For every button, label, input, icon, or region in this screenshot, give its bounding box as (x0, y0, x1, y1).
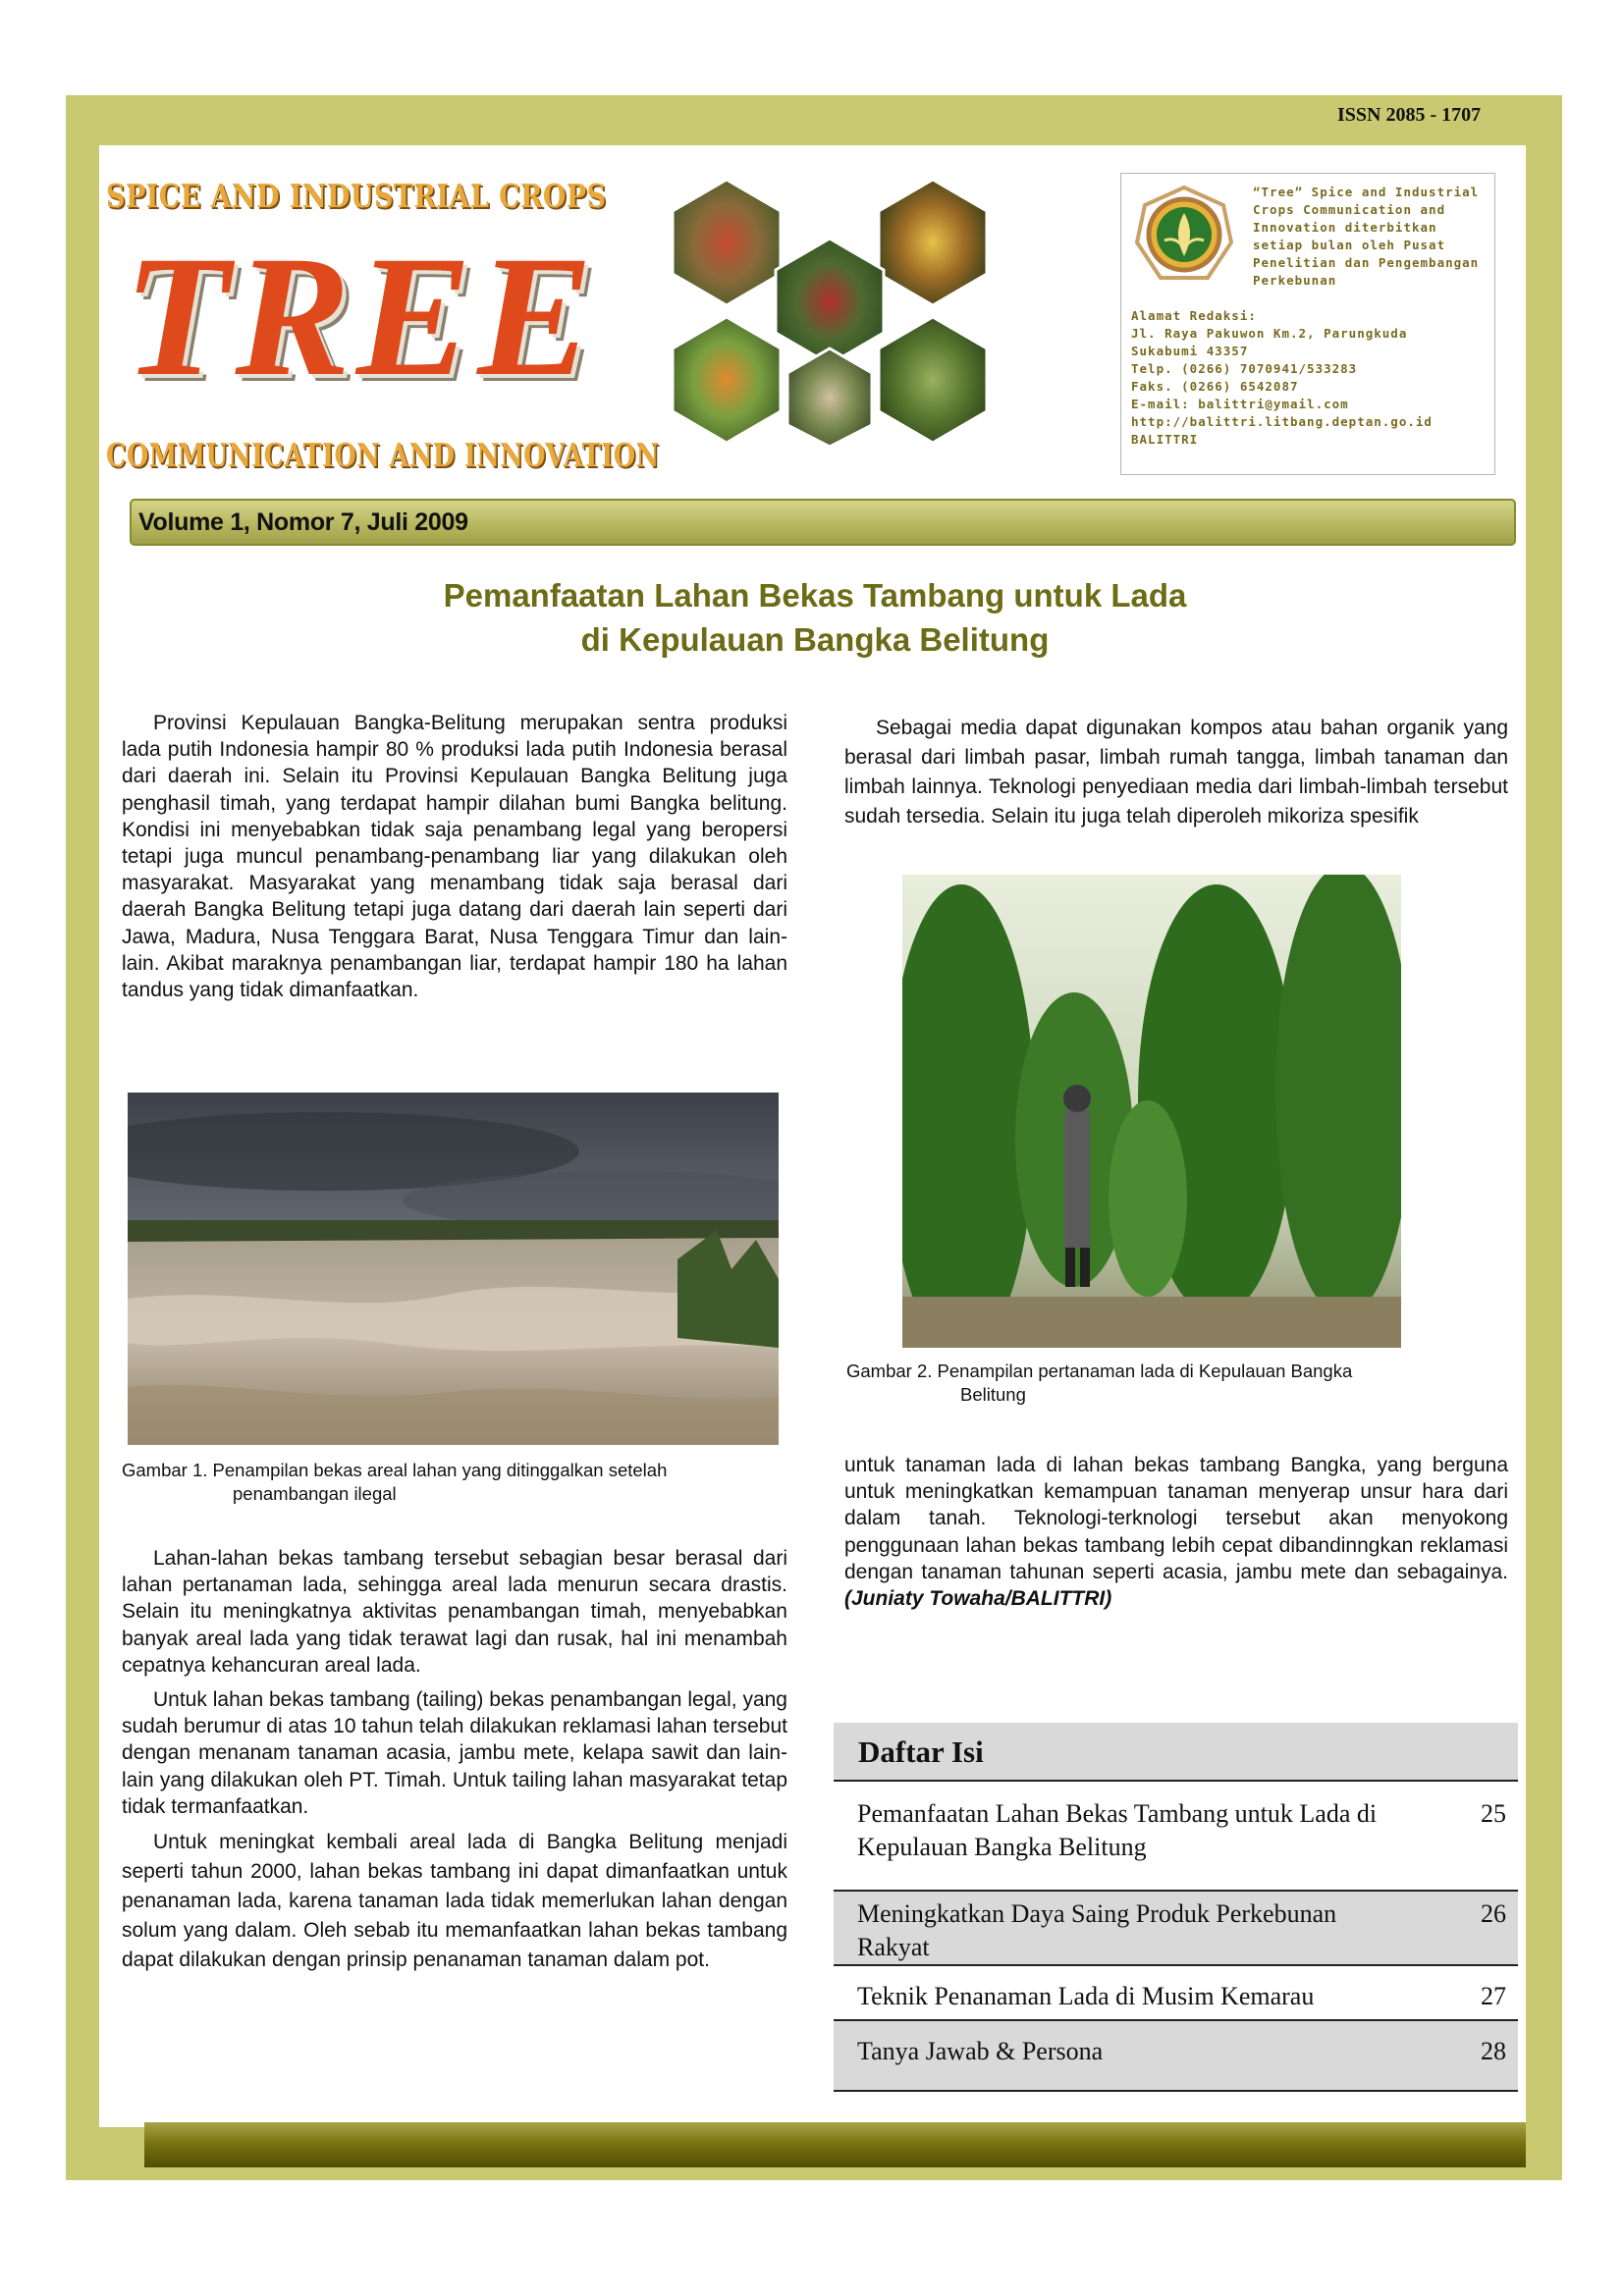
address-city: Sukabumi 43357 (1131, 344, 1249, 358)
toc-item[interactable] (834, 2019, 1518, 2092)
toc-item[interactable] (834, 1964, 1518, 2019)
brand-tagline-top: SPICE AND INDUSTRIAL CROPS (106, 177, 607, 215)
brand-title: TREE (124, 221, 599, 412)
author-credit: (Juniaty Towaha/BALITTRI) (844, 1587, 1112, 1611)
figure-1-caption (122, 1459, 799, 1506)
ministry-emblem-icon (1133, 184, 1235, 286)
article-column-left-bottom (122, 1545, 787, 1975)
toc-heading: Daftar Isi (834, 1723, 1518, 1782)
paragraph: Untuk meningkat kembali areal lada di Bangka Belitung menjadi seperti tahun 2000, lahan bekas tambang ini dapat dimanfaatkan untuk penanaman lada, karena tanaman lada tidak memerlukan lahan dengan solum yang dalam. Oleh sebab itu memanfaatkan lahan bekas tambang dapat dilakukan dengan prinsip penanaman tanaman dalam pot. (122, 1831, 787, 1972)
issn: ISSN 2085 - 1707 (1337, 104, 1482, 126)
photo-pepper-plantation (902, 875, 1401, 1348)
email: E-mail: balittri@ymail.com (1131, 397, 1349, 411)
paragraph: Sebagai media dapat digunakan kompos atau bahan organik yang berasal dari limbah pasar, limbah rumah tangga, limbah tanaman dan limbah lainnya. Teknologi penyediaan media dari limbah-limbah tersebut sudah tersedia. Selain itu juga telah diperoleh mikoriza spesifik (844, 717, 1508, 828)
fax: Faks. (0266) 6542087 (1131, 379, 1299, 394)
article-column-left-top (122, 710, 787, 1003)
phone: Telp. (0266) 7070941/533283 (1131, 361, 1358, 376)
figure-2-caption (846, 1360, 1524, 1407)
toc-item-page: 25 (1481, 1799, 1506, 1828)
article-column-right-bottom (844, 1452, 1508, 1612)
address-line: Jl. Raya Pakuwon Km.2, Parungkuda (1131, 326, 1408, 341)
paragraph: Untuk lahan bekas tambang (tailing) bekas penambangan legal, yang sudah berumur di atas 10 tahun telah dilakukan reklamasi lahan tersebut dengan menanam tanaman acasia, jambu mete, kelapa sawit dan lain-lain yang dilakukan oleh PT. Timah. Untuk tailing lahan masyarakat tetap tidak termanfaatkan. (122, 1688, 787, 1818)
title-line-2: di Kepulauan Bangka Belitung (580, 621, 1050, 658)
brand-tagline-bottom: COMMUNICATION AND INNOVATION (106, 436, 660, 474)
website: http://balittri.litbang.deptan.go.id (1131, 414, 1433, 429)
photo-abandoned-mining-land (128, 1093, 779, 1445)
toc-item-page: 27 (1481, 1982, 1506, 2010)
toc-item-title: Tanya Jawab & Persona (857, 2037, 1104, 2065)
article-title (285, 573, 1345, 662)
volume-bar (130, 499, 1516, 546)
paragraph-text: untuk tanaman lada di lahan bekas tambang Bangka, yang berguna untuk meningkatkan kemampuan tanaman menyerap unsur hara dari dalam tanah. Teknologi-terknologi tersebut akan menyokong penggunaan lahan bekas tambang lebih cepat dibandinngkan reklamasi dengan tanaman tahunan seperti acasia, jambu mete dan sebagainya. (844, 1454, 1508, 1583)
caption-line: Gambar 2. Penampilan pertanaman lada di Kepulauan Bangka (846, 1361, 1353, 1381)
toc-item[interactable] (834, 1782, 1518, 1890)
toc-item-page: 28 (1481, 2037, 1506, 2065)
institute: BALITTRI (1131, 432, 1199, 447)
publisher-description: “Tree” Spice and Industrial Crops Communication and Innovation diterbitkan setiap bulan oleh Pusat Penelitian dan Pengembangan Perkebunan (1253, 185, 1480, 288)
footer-bar (144, 2122, 1526, 2167)
paragraph: Provinsi Kepulauan Bangka-Belitung merupakan sentra produksi lada putih Indonesia hampir 80 % produksi lada putih Indonesia berasal dari daerah ini. Selain itu Provinsi Kepulauan Bangka Belitung juga penghasil timah, yang terdapat hampir dilahan bumi Bangka belitung. Kondisi ini menyebabkan tidak saja penambang legal yang beropersi tetapi juga muncul penambang-penambang liar yang dilakukan oleh masyarakat. Masyarakat yang menambang tidak saja berasal dari daerah Bangka Belitung tetapi juga datang dari daerah lain seperti dari Jawa, Madura, Nusa Tenggara Barat, Nusa Tenggara Timur dan lain-lain. Akibat maraknya penambangan liar, terdapat hampir 180 ha lahan tandus yang tidak dimanfaatkan. (122, 712, 787, 1002)
toc-item[interactable] (834, 1890, 1518, 1964)
publisher-box (1120, 173, 1495, 475)
caption-line: Belitung (960, 1384, 1026, 1405)
table-of-contents (834, 1723, 1518, 2092)
toc-item-page: 26 (1481, 1899, 1506, 1928)
title-line-1: Pemanfaatan Lahan Bekas Tambang untuk Lada (443, 577, 1187, 614)
caption-line: Gambar 1. Penampilan bekas areal lahan yang ditinggalkan setelah (122, 1460, 668, 1480)
paragraph (844, 1452, 1508, 1612)
address-label: Alamat Redaksi: (1131, 308, 1257, 323)
toc-item-title: Pemanfaatan Lahan Bekas Tambang untuk Lada di Kepulauan Bangka Belitung (857, 1799, 1378, 1861)
publisher-address (1131, 307, 1490, 449)
volume-info: Volume 1, Nomor 7, Juli 2009 (138, 508, 468, 536)
article-column-right-top (844, 714, 1508, 831)
caption-line: penambangan ilegal (233, 1483, 397, 1504)
toc-item-title: Teknik Penanaman Lada di Musim Kemarau (857, 1982, 1315, 2010)
paragraph: Lahan-lahan bekas tambang tersebut sebagian besar berasal dari lahan pertanaman lada, sehingga areal lada menurun secara drastis. Selain itu meningkatnya aktivitas penambangan timah, menyebabkan banyak areal lada yang tidak terawat lagi dan rusak, hal ini menambah cepatnya kehancuran areal lada. (122, 1547, 787, 1677)
toc-item-title: Meningkatkan Daya Saing Produk Perkebunan Rakyat (857, 1899, 1337, 1961)
crop-hexagon-collage (668, 180, 1051, 447)
